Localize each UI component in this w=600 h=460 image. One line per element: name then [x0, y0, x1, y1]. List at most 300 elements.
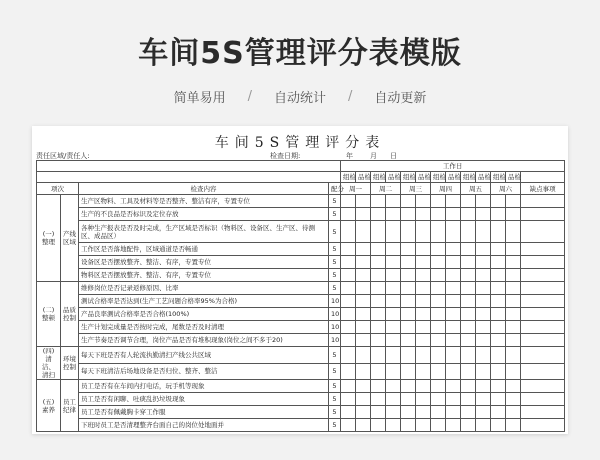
feature-stats: 自动统计	[273, 90, 326, 106]
deduction-cell	[521, 282, 565, 295]
score-input-cell	[446, 208, 461, 221]
score-input-cell	[371, 221, 386, 243]
score-input-cell	[386, 334, 401, 347]
score-input-cell	[386, 221, 401, 243]
score-input-cell	[476, 282, 491, 295]
score-input-cell	[506, 195, 521, 208]
score-input-cell	[506, 295, 521, 308]
score-input-cell	[476, 347, 491, 364]
group-item: (一) 整理	[37, 195, 61, 282]
score-value: 5	[329, 363, 341, 380]
feature-update: 自动更新	[374, 90, 427, 106]
score-input-cell	[356, 256, 371, 269]
score-input-cell	[386, 195, 401, 208]
score-value: 5	[329, 256, 341, 269]
score-input-cell	[446, 282, 461, 295]
score-input-cell	[401, 282, 416, 295]
score-input-cell	[356, 380, 371, 393]
score-input-cell	[461, 419, 476, 432]
deduction-cell	[521, 243, 565, 256]
header-content: 检查内容	[79, 183, 329, 195]
meta-year: 年	[346, 152, 353, 160]
score-input-cell	[506, 419, 521, 432]
score-input-cell	[506, 269, 521, 282]
score-input-cell	[341, 221, 356, 243]
table-row	[37, 321, 565, 334]
score-input-cell	[416, 334, 431, 347]
deduction-cell	[521, 380, 565, 393]
header-weekday: 周五	[461, 183, 491, 195]
score-value: 5	[329, 269, 341, 282]
score-input-cell	[506, 406, 521, 419]
score-input-cell	[386, 308, 401, 321]
table-row	[37, 380, 565, 393]
score-value: 5	[329, 380, 341, 393]
score-table	[36, 160, 565, 432]
header-score-type: 组检	[491, 172, 506, 183]
score-input-cell	[386, 282, 401, 295]
deduction-cell	[521, 221, 565, 243]
score-input-cell	[446, 419, 461, 432]
deduction-cell	[521, 393, 565, 406]
score-input-cell	[446, 406, 461, 419]
score-input-cell	[461, 243, 476, 256]
score-sheet-preview	[32, 126, 568, 434]
score-input-cell	[341, 269, 356, 282]
score-input-cell	[416, 321, 431, 334]
score-input-cell	[386, 363, 401, 380]
score-input-cell	[386, 269, 401, 282]
score-input-cell	[416, 269, 431, 282]
score-input-cell	[446, 393, 461, 406]
score-input-cell	[476, 295, 491, 308]
score-input-cell	[356, 406, 371, 419]
score-input-cell	[371, 295, 386, 308]
score-input-cell	[461, 363, 476, 380]
score-input-cell	[446, 334, 461, 347]
check-content: 每天下班清洁后场地设备是否归位、整齐、整洁	[79, 363, 329, 380]
header-score-type: 组检	[341, 172, 356, 183]
score-input-cell	[341, 243, 356, 256]
score-input-cell	[491, 347, 506, 364]
score-input-cell	[356, 282, 371, 295]
score-input-cell	[416, 256, 431, 269]
score-input-cell	[431, 295, 446, 308]
deduction-cell	[521, 308, 565, 321]
score-input-cell	[416, 221, 431, 243]
table-row	[37, 183, 565, 195]
score-input-cell	[371, 347, 386, 364]
score-input-cell	[386, 295, 401, 308]
score-input-cell	[491, 380, 506, 393]
score-input-cell	[416, 393, 431, 406]
score-input-cell	[431, 334, 446, 347]
score-input-cell	[476, 393, 491, 406]
score-input-cell	[491, 195, 506, 208]
score-input-cell	[341, 295, 356, 308]
score-input-cell	[371, 380, 386, 393]
header-weekday: 周三	[401, 183, 431, 195]
score-input-cell	[446, 380, 461, 393]
score-input-cell	[386, 321, 401, 334]
score-input-cell	[476, 256, 491, 269]
score-input-cell	[461, 208, 476, 221]
score-input-cell	[431, 347, 446, 364]
score-input-cell	[446, 295, 461, 308]
score-input-cell	[476, 308, 491, 321]
deduction-cell	[521, 269, 565, 282]
table-row	[37, 161, 565, 172]
score-input-cell	[371, 208, 386, 221]
score-input-cell	[476, 221, 491, 243]
score-input-cell	[476, 406, 491, 419]
table-row	[37, 334, 565, 347]
score-input-cell	[356, 243, 371, 256]
group-sub: 品质 控制	[61, 282, 79, 347]
score-input-cell	[341, 195, 356, 208]
deduction-cell	[521, 334, 565, 347]
score-input-cell	[491, 269, 506, 282]
check-content: 员工是否有闲聊、吐痰乱扔垃圾现象	[79, 393, 329, 406]
score-input-cell	[401, 208, 416, 221]
score-input-cell	[371, 363, 386, 380]
score-input-cell	[401, 308, 416, 321]
score-input-cell	[461, 269, 476, 282]
header-weekday: 周六	[491, 183, 521, 195]
header-blank	[37, 172, 341, 183]
score-input-cell	[461, 321, 476, 334]
score-input-cell	[431, 308, 446, 321]
check-content: 维修岗位是否记录返修原因、比率	[79, 282, 329, 295]
table-row	[37, 269, 565, 282]
check-content: 生产节奏是否调节合理，岗位产品是否有堆积现象(岗位之间不多于20)	[79, 334, 329, 347]
deduction-cell	[521, 321, 565, 334]
score-input-cell	[446, 321, 461, 334]
score-input-cell	[416, 282, 431, 295]
score-input-cell	[491, 208, 506, 221]
score-input-cell	[461, 195, 476, 208]
score-input-cell	[401, 347, 416, 364]
score-input-cell	[371, 243, 386, 256]
score-input-cell	[401, 269, 416, 282]
score-input-cell	[491, 221, 506, 243]
header-score-type: 品检	[356, 172, 371, 183]
score-input-cell	[401, 243, 416, 256]
score-input-cell	[341, 334, 356, 347]
score-input-cell	[506, 208, 521, 221]
table-row	[37, 347, 565, 364]
table-row	[37, 243, 565, 256]
score-input-cell	[401, 256, 416, 269]
score-input-cell	[506, 393, 521, 406]
table-row	[37, 363, 565, 380]
score-input-cell	[461, 393, 476, 406]
check-content: 生产计划完成量是否按时完成，尾数是否及时清理	[79, 321, 329, 334]
table-row	[37, 393, 565, 406]
score-input-cell	[341, 256, 356, 269]
score-input-cell	[416, 208, 431, 221]
score-input-cell	[461, 221, 476, 243]
score-input-cell	[476, 380, 491, 393]
score-value: 5	[329, 347, 341, 364]
score-input-cell	[386, 380, 401, 393]
header-score-type: 组检	[431, 172, 446, 183]
header-deduction: 缺点事项	[521, 183, 565, 195]
score-input-cell	[491, 295, 506, 308]
header-work-date: 工作日	[341, 161, 565, 172]
score-input-cell	[401, 221, 416, 243]
score-input-cell	[476, 363, 491, 380]
deduction-cell	[521, 295, 565, 308]
feature-separator: /	[247, 88, 252, 104]
header-weekday: 周一	[341, 183, 371, 195]
score-input-cell	[461, 256, 476, 269]
score-input-cell	[446, 269, 461, 282]
score-input-cell	[356, 419, 371, 432]
deduction-cell	[521, 208, 565, 221]
score-input-cell	[506, 256, 521, 269]
score-input-cell	[491, 334, 506, 347]
score-input-cell	[371, 419, 386, 432]
score-value: 5	[329, 195, 341, 208]
group-item: (五) 素养	[37, 380, 61, 432]
score-input-cell	[371, 393, 386, 406]
score-input-cell	[371, 321, 386, 334]
header-item: 项次	[37, 183, 79, 195]
score-input-cell	[371, 406, 386, 419]
score-input-cell	[476, 243, 491, 256]
score-input-cell	[506, 282, 521, 295]
score-input-cell	[506, 347, 521, 364]
score-input-cell	[401, 321, 416, 334]
score-input-cell	[341, 347, 356, 364]
score-input-cell	[341, 419, 356, 432]
score-value: 10	[329, 334, 341, 347]
page-headline: 车间5S管理评分表模版	[138, 36, 462, 71]
score-input-cell	[461, 334, 476, 347]
score-input-cell	[446, 243, 461, 256]
score-input-cell	[431, 195, 446, 208]
table-row	[37, 308, 565, 321]
deduction-cell	[521, 363, 565, 380]
score-value: 5	[329, 243, 341, 256]
score-input-cell	[416, 347, 431, 364]
score-input-cell	[476, 269, 491, 282]
score-input-cell	[401, 406, 416, 419]
deduction-cell	[521, 347, 565, 364]
check-content: 员工是否有在车间内打电话，玩手机等现象	[79, 380, 329, 393]
score-input-cell	[356, 208, 371, 221]
table-row	[37, 195, 565, 208]
score-input-cell	[416, 308, 431, 321]
score-value: 5	[329, 419, 341, 432]
score-input-cell	[506, 221, 521, 243]
score-input-cell	[371, 269, 386, 282]
score-input-cell	[491, 243, 506, 256]
score-input-cell	[416, 195, 431, 208]
score-input-cell	[341, 308, 356, 321]
table-row	[37, 406, 565, 419]
deduction-cell	[521, 195, 565, 208]
meta-day: 日	[390, 152, 397, 160]
check-content: 下班时员工是否清理整齐台面自己的岗位处地面并	[79, 419, 329, 432]
score-input-cell	[461, 295, 476, 308]
score-input-cell	[371, 308, 386, 321]
score-input-cell	[431, 321, 446, 334]
check-content: 产品良率测试合格率是否合格(100%)	[79, 308, 329, 321]
check-content: 每天下班是否有人轮流执勤清扫产线公共区域	[79, 347, 329, 364]
score-input-cell	[386, 208, 401, 221]
score-input-cell	[461, 380, 476, 393]
score-input-cell	[341, 321, 356, 334]
table-row	[37, 295, 565, 308]
score-input-cell	[356, 321, 371, 334]
table-row	[37, 419, 565, 432]
score-input-cell	[386, 419, 401, 432]
score-value: 5	[329, 393, 341, 406]
score-input-cell	[506, 321, 521, 334]
score-input-cell	[446, 363, 461, 380]
header-score-type: 组检	[461, 172, 476, 183]
score-input-cell	[446, 195, 461, 208]
score-input-cell	[371, 256, 386, 269]
score-input-cell	[416, 419, 431, 432]
header-blank	[37, 161, 341, 172]
score-input-cell	[401, 363, 416, 380]
score-input-cell	[416, 243, 431, 256]
table-row	[37, 256, 565, 269]
group-item: (二) 整顿	[37, 282, 61, 347]
feature-easy: 简单易用	[173, 90, 226, 106]
score-input-cell	[401, 393, 416, 406]
score-input-cell	[431, 221, 446, 243]
score-value: 10	[329, 321, 341, 334]
score-input-cell	[401, 195, 416, 208]
meta-date-label: 检查日期:	[270, 152, 301, 160]
score-input-cell	[491, 406, 506, 419]
score-input-cell	[431, 380, 446, 393]
score-input-cell	[386, 243, 401, 256]
score-input-cell	[491, 393, 506, 406]
score-input-cell	[506, 363, 521, 380]
score-input-cell	[431, 393, 446, 406]
score-input-cell	[431, 363, 446, 380]
score-value: 5	[329, 406, 341, 419]
score-input-cell	[476, 208, 491, 221]
score-input-cell	[446, 256, 461, 269]
score-input-cell	[356, 308, 371, 321]
score-input-cell	[431, 282, 446, 295]
score-input-cell	[431, 256, 446, 269]
score-input-cell	[416, 380, 431, 393]
header-score-type: 品检	[506, 172, 521, 183]
deduction-cell	[521, 256, 565, 269]
score-input-cell	[341, 380, 356, 393]
score-input-cell	[431, 243, 446, 256]
score-input-cell	[401, 380, 416, 393]
score-input-cell	[491, 419, 506, 432]
deduction-cell	[521, 406, 565, 419]
score-input-cell	[401, 295, 416, 308]
score-value: 10	[329, 308, 341, 321]
score-value: 10	[329, 295, 341, 308]
score-input-cell	[356, 334, 371, 347]
group-sub: 员工 纪律	[61, 380, 79, 432]
score-input-cell	[491, 363, 506, 380]
score-input-cell	[356, 393, 371, 406]
check-content: 生产区物料、工具及材料等是否整齐、整洁有序，专置专位	[79, 195, 329, 208]
header-score-type: 品检	[386, 172, 401, 183]
score-input-cell	[446, 221, 461, 243]
score-input-cell	[401, 419, 416, 432]
score-input-cell	[431, 419, 446, 432]
score-input-cell	[506, 334, 521, 347]
check-content: 员工是否有佩戴胸卡穿工作服	[79, 406, 329, 419]
header-weekday: 周二	[371, 183, 401, 195]
header-score-type: 品检	[446, 172, 461, 183]
score-value: 5	[329, 282, 341, 295]
score-input-cell	[461, 308, 476, 321]
score-value: 5	[329, 208, 341, 221]
score-input-cell	[476, 334, 491, 347]
score-input-cell	[341, 406, 356, 419]
score-input-cell	[341, 282, 356, 295]
score-input-cell	[371, 334, 386, 347]
score-input-cell	[431, 406, 446, 419]
score-input-cell	[356, 347, 371, 364]
header-weekday: 周四	[431, 183, 461, 195]
score-input-cell	[416, 363, 431, 380]
score-input-cell	[371, 282, 386, 295]
score-input-cell	[341, 393, 356, 406]
deduction-cell	[521, 419, 565, 432]
score-input-cell	[461, 282, 476, 295]
score-input-cell	[356, 221, 371, 243]
score-input-cell	[446, 347, 461, 364]
score-input-cell	[461, 406, 476, 419]
score-input-cell	[416, 295, 431, 308]
score-input-cell	[386, 347, 401, 364]
header-score-type: 组检	[371, 172, 386, 183]
score-input-cell	[476, 419, 491, 432]
table-row	[37, 282, 565, 295]
sheet-title: 车间5S管理评分表	[214, 135, 386, 151]
header-score-type: 品检	[416, 172, 431, 183]
score-input-cell	[386, 256, 401, 269]
score-input-cell	[356, 269, 371, 282]
table-row	[37, 221, 565, 243]
table-row	[37, 172, 565, 183]
score-input-cell	[476, 321, 491, 334]
group-sub: 产线 区域	[61, 195, 79, 282]
header-score: 配分	[329, 183, 341, 195]
score-input-cell	[341, 208, 356, 221]
score-input-cell	[476, 195, 491, 208]
score-input-cell	[341, 363, 356, 380]
score-input-cell	[386, 406, 401, 419]
group-sub: 环境 控制	[61, 347, 79, 380]
header-blank	[521, 172, 565, 183]
score-input-cell	[506, 308, 521, 321]
score-input-cell	[491, 256, 506, 269]
score-input-cell	[431, 208, 446, 221]
score-input-cell	[371, 195, 386, 208]
header-score-type: 组检	[401, 172, 416, 183]
feature-separator: /	[348, 88, 353, 104]
check-content: 生产的不良品是否标识及定位存放	[79, 208, 329, 221]
header-score-type: 品检	[476, 172, 491, 183]
score-input-cell	[416, 406, 431, 419]
